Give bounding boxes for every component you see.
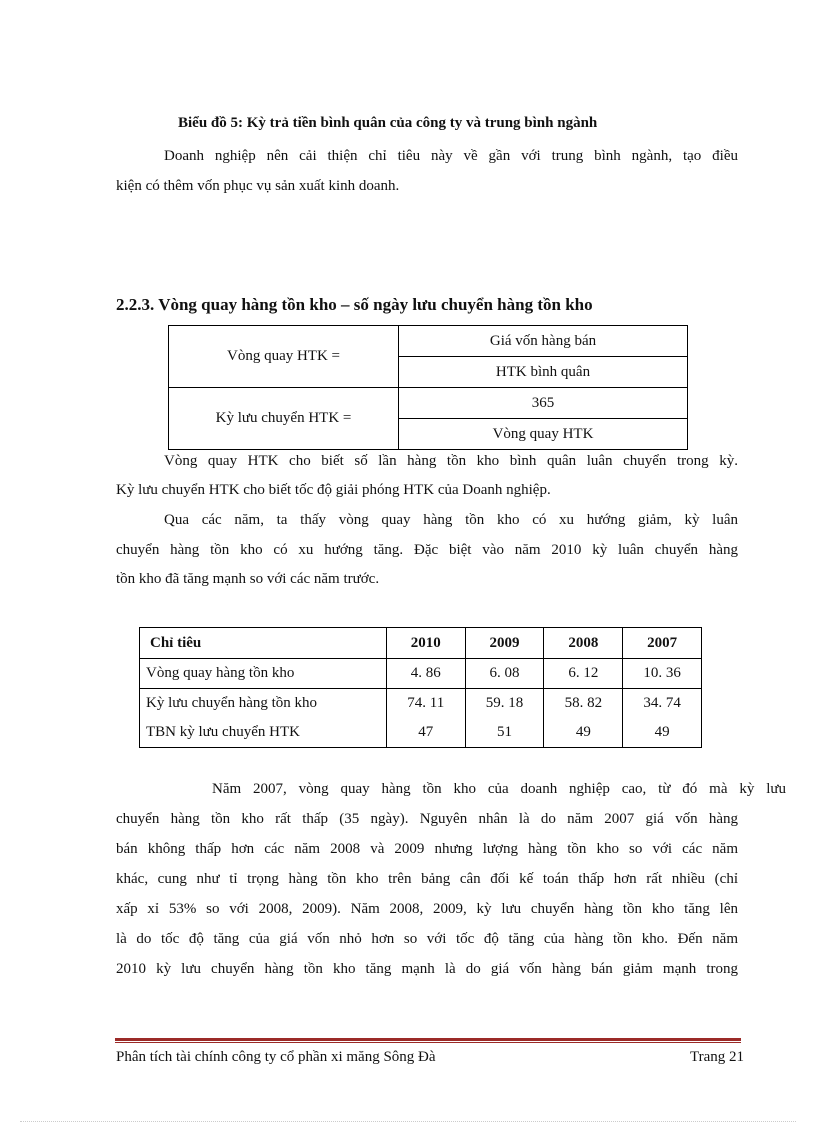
paragraph-line: xấp xỉ 53% so với 2008, 2009). Năm 2008, 2009, kỳ lưu chuyển hàng tồn kho tăng lên — [116, 901, 738, 917]
paragraph-line: chuyển hàng tồn kho rất thấp (35 ngày). Nguyên nhân là do năm 2007 giá vốn hàng — [116, 811, 738, 827]
cell: 47 — [386, 718, 465, 748]
row-label: Kỳ lưu chuyển hàng tồn kho — [140, 689, 387, 719]
column-header: 2010 — [386, 628, 465, 659]
data-table — [139, 627, 702, 748]
cell: 6. 12 — [544, 659, 623, 689]
cell: 49 — [623, 718, 702, 748]
paragraph-line: Kỳ lưu chuyển HTK cho biết tốc độ giải phóng HTK của Doanh nghiệp. — [116, 482, 551, 498]
figure-caption: Biểu đồ 5: Kỳ trả tiền bình quân của công ty và trung bình ngành — [178, 115, 598, 131]
cell: 49 — [544, 718, 623, 748]
column-header: 2009 — [465, 628, 544, 659]
paragraph-line: Qua các năm, ta thấy vòng quay hàng tồn kho có xu hướng giảm, kỳ luân — [164, 512, 738, 528]
column-header: 2007 — [623, 628, 702, 659]
paragraph-line: 2010 kỳ lưu chuyển hàng tồn kho tăng mạnh là do giá vốn hàng bán giảm mạnh trong — [116, 961, 738, 977]
paragraph-line: chuyển hàng tồn kho có xu hướng tăng. Đặc biệt vào năm 2010 kỳ luân chuyển hàng — [116, 542, 738, 558]
cell: 59. 18 — [465, 689, 544, 719]
column-header: 2008 — [544, 628, 623, 659]
cell: 4. 86 — [386, 659, 465, 689]
paragraph-line: khác, cung như tỉ trọng hàng tồn kho trên bảng cân đối kế toán thấp hơn rất nhiều (chỉ — [116, 871, 738, 887]
table-row — [140, 659, 702, 689]
paragraph-line: kiện có thêm vốn phục vụ sản xuất kinh doanh. — [116, 178, 400, 194]
paragraph-line: là do tốc độ tăng của giá vốn nhỏ hơn so với tốc độ tăng của hàng tồn kho. Đến năm — [116, 931, 738, 947]
cell: 74. 11 — [386, 689, 465, 719]
footer-title: Phân tích tài chính công ty cổ phần xi măng Sông Đà — [116, 1049, 436, 1065]
formula-denominator: HTK bình quân — [399, 357, 688, 388]
paragraph-line: Doanh nghiệp nên cải thiện chỉ tiêu này về gần với trung bình ngành, tạo điều — [164, 148, 738, 164]
cell: 51 — [465, 718, 544, 748]
row-label: Vòng quay hàng tồn kho — [140, 659, 387, 689]
paragraph-line: Vòng quay HTK cho biết số lần hàng tồn kho bình quân luân chuyển trong kỳ. — [164, 453, 738, 469]
footer-divider — [115, 1042, 741, 1043]
table-row — [140, 718, 702, 748]
formula-numerator: 365 — [399, 388, 688, 419]
page-number: Trang 21 — [690, 1049, 745, 1065]
footer-divider — [115, 1038, 741, 1041]
page-edge — [20, 1121, 796, 1122]
formula-numerator: Giá vốn hàng bán — [399, 326, 688, 357]
section-heading: 2.2.3. Vòng quay hàng tồn kho – số ngày lưu chuyển hàng tồn kho — [116, 295, 593, 314]
table-row — [140, 689, 702, 719]
formula-label: Vòng quay HTK = — [169, 326, 399, 388]
paragraph-line: tồn kho đã tăng mạnh so với các năm trước. — [116, 571, 380, 587]
formula-label: Kỳ lưu chuyển HTK = — [169, 388, 399, 450]
formula-table — [168, 325, 688, 450]
row-label: TBN kỳ lưu chuyển HTK — [140, 718, 387, 748]
paragraph-line: Năm 2007, vòng quay hàng tồn kho của doanh nghiệp cao, từ đó mà kỳ lưu — [212, 781, 786, 797]
cell: 58. 82 — [544, 689, 623, 719]
column-header: Chỉ tiêu — [140, 628, 387, 659]
table-header-row — [140, 628, 702, 659]
cell: 34. 74 — [623, 689, 702, 719]
paragraph-line: bán không thấp hơn các năm 2008 và 2009 nhưng lượng hàng tồn kho so với các năm — [116, 841, 738, 857]
cell: 6. 08 — [465, 659, 544, 689]
formula-denominator: Vòng quay HTK — [399, 419, 688, 450]
cell: 10. 36 — [623, 659, 702, 689]
